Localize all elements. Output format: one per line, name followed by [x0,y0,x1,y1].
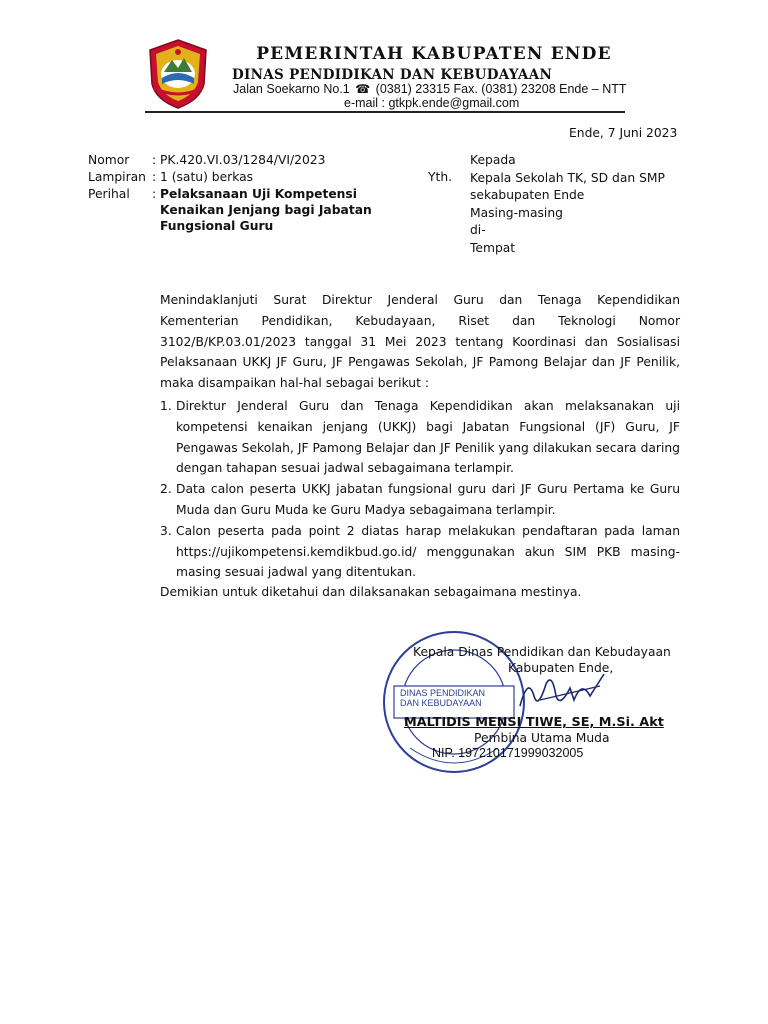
meta-key: Perihal [88,187,130,201]
letterhead-divider [145,111,625,113]
recipient-yth: Yth. [428,170,453,184]
list-number: 1. [160,399,172,413]
list-number: 3. [160,523,172,538]
meta-value: PK.420.VI.03/1284/VI/2023 [160,153,326,167]
signatory-rank: Pembina Utama Muda [474,731,610,745]
recipient-block [470,152,665,257]
letter-meta [88,152,400,234]
meta-lampiran [88,169,400,186]
recipient-line: Masing-masing [470,205,563,220]
signatory-name: MALTIDIS MENSI TIWE, SE, M.Si. Akt [404,715,664,730]
recipient-line: Kepada [470,153,516,167]
list-text: Direktur Jenderal Guru dan Tenaga Kependidikan akan melaksanakan uji kompetensi kenaikan jenjang (UKKJ) bagi Jabatan Fungsional (JF) Guru, JF Pengawas Sekolah, JF Pamong Belajar dan JF Penilik yang dilakukan secara daring dengan tahapan sesuai jadwal sebagaimana terlampir. [176,399,680,476]
meta-value: 1 (satu) berkas [160,170,254,184]
signatory-nip: NIP. 197210171999032005 [432,746,584,760]
list-number: 2. [160,482,172,497]
letterhead-email: e-mail : gtkpk.ende@gmail.com [344,96,520,110]
letterhead-government: PEMERINTAH KABUPATEN ENDE [256,44,612,64]
points-list [160,396,680,583]
letter-date: Ende, 7 Juni 2023 [569,126,678,140]
recipient-line: Kepala Sekolah TK, SD dan SMP [470,170,665,185]
letterhead-address [233,82,627,96]
stamp-text [400,688,485,708]
intro-paragraph: Menindaklanjuti Surat Direktur Jenderal Guru dan Tenaga Kependidikan Kementerian Pendidikan, Kebudayaan, Riset dan Teknologi Nomor 3102/B/KP.03.01/2023 tanggal 31 Mei 2023 tentang Koordinasi dan Sosialisasi Pelaksanaan UKKJ JF Guru, JF Pengawas Sekolah, JF Pamong Belajar dan JF Penilik, maka disampaikan hal-hal sebagai berikut : [160,293,680,391]
meta-nomor [88,152,400,169]
closing-sentence: Demikian untuk diketahui dan dilaksanakan sebagaimana mestinya. [160,585,582,599]
meta-separator: : [152,170,157,184]
meta-key: Lampiran [88,170,146,184]
meta-separator: : [152,153,157,167]
list-item [160,521,680,583]
signatory-region: Kabupaten Ende, [508,661,614,675]
telephone-icon: ☎ [355,82,371,96]
signatory-title: Kepala Dinas Pendidikan dan Kebudayaan [413,645,671,659]
recipient-line: di- [470,223,486,237]
meta-value: Pelaksanaan Uji Kompetensi Kenaikan Jenjang bagi Jabatan Fungsional Guru [160,187,372,233]
handwritten-signature [500,666,620,716]
letterhead-department: DINAS PENDIDIKAN DAN KEBUDAYAAN [232,67,553,83]
meta-key: Nomor [88,153,130,167]
list-item [160,479,680,521]
meta-separator: : [152,187,157,201]
list-text: Calon peserta pada point 2 diatas harap melakukan pendaftaran pada laman https://ujikompetensi.kemdikbud.go.id/ menggunakan akun SIM PKB masing-masing sesuai jadwal yang ditentukan. [176,523,680,580]
meta-perihal [88,186,400,234]
recipient-line: sekabupaten Ende [470,188,585,202]
address-phone: (0381) 23315 Fax. (0381) 23208 Ende – NTT [375,82,627,96]
list-text: Data calon peserta UKKJ jabatan fungsional guru dari JF Guru Pertama ke Guru Muda dan Guru Muda ke Guru Madya sebagaimana terlampir. [176,482,680,517]
stamp-line: DAN KEBUDAYAAN [400,698,482,708]
address-street: Jalan Soekarno No.1 [233,82,350,96]
recipient-line: Tempat [470,240,516,255]
stamp-line: DINAS PENDIDIKAN [400,688,486,698]
list-item [160,396,680,479]
